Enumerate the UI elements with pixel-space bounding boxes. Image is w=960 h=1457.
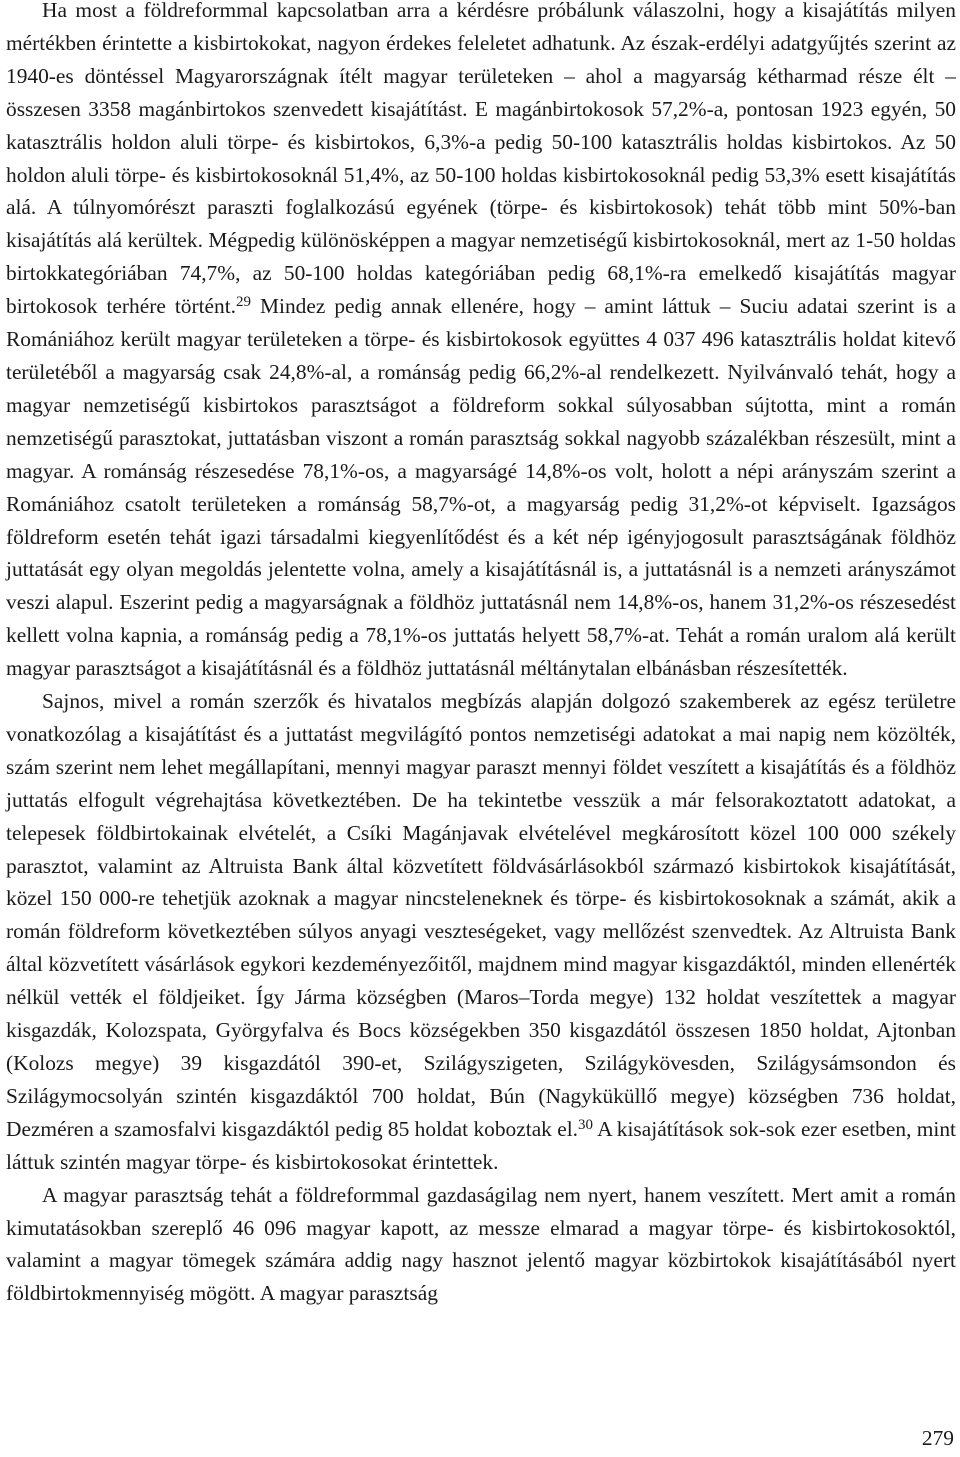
paragraph-1 [6,0,956,685]
footnote-ref-30[interactable]: 30 [578,1116,594,1133]
paragraph-3-text: A magyar parasztság tehát a földreformmal gazdaságilag nem nyert, hanem veszített. Mert amit a román kimutatásokban szereplő 46 096 magyar kapott, az messze elmarad a magyar törpe- és kisbirtokosoktól, valamint a magyar tömegek számára addig nagy hasznot jelentő magyar közbirtokok kisajátításából nyert földbirtokmennyiség mögött. A magyar parasztság [6,1182,956,1306]
page-number: 279 [921,1426,954,1450]
paragraph-3 [6,1179,956,1311]
paragraph-1-text-b: Mindez pedig annak ellenére, hogy – amint láttuk – Suciu adatai szerint is a Romániához került magyar területeken a törpe- és kisbirtokosok együttes 4 037 496 katasztrális holdat kitevő területéből a magyarság csak 24,8%-al, a románság pedig 66,2%-al rendelkezett. Nyilvánvaló tehát, hogy a magyar nemzetiségű kisbirtokos parasztságot a földreform sokkal súlyosabban sújtotta, mint a román nemzetiségű parasztokat, juttatásban viszont a román parasztság sokkal nagyobb százalékban részesült, mint a magyar. A románság részesedése 78,1%-os, a magyarságé 14,8%-os volt, holott a népi arányszám szerint a Romániához csatolt területeken a románság 58,7%-ot, a magyarság pedig 31,2%-ot képviselt. Igazságos földreform esetén tehát igazi társadalmi kiegyenlítődést és a két nép igényjogosult parasztságának földhöz juttatását egy olyan megoldás jelentette volna, amely a kisajátításnál is, a juttatásnál is a nemzeti arányszámot veszi alapul. Eszerint pedig a magyarságnak a földhöz juttatásnál nem 14,8%-os, hanem 31,2%-os részesedést kellett volna kapnia, a románság pedig a 78,1%-os juttatás helyett 58,7%-at. Tehát a román uralom alá került magyar parasztságot a kisajátításnál és a földhöz juttatásnál méltánytalan elbánásban részesítették. [6,294,956,681]
paragraph-2-text-a: Sajnos, mivel a román szerzők és hivatalos megbízás alapján dolgozó szakemberek az egész területre vonatkozólag a kisajátítást és a juttatást megvilágító pontos nemzetiségi adatokat a mai napig nem közölték, szám szerint nem lehet megállapítani, mennyi magyar paraszt mennyi földet veszített a kisajátítás és a földhöz juttatás elfogult végrehajtása következtében. De ha tekintetbe vesszük a már felsorakoztatott adatokat, a telepesek földbirtokainak elvételét, a Csíki Magánjavak elvételével megkárosított közel 100 000 székely parasztot, valamint az Altruista Bank által közvetített földvásárlásokból származó kisbirtokok kisajátítását, közel 150 000-re tehetjük azoknak a magyar nincsteleneknek és törpe- és kisbirtokosoknak a számát, akik a román földreform következtében súlyos anyagi veszteségeket, vagy mellőzést szenvedtek. Az Altruista Bank által közvetített vásárlások egykori kezdeményezőitől, majdnem mind magyar kisgazdáktól, minden ellenérték nélkül vették el földjeiket. Így Járma községben (Maros–Torda megye) 132 holdat veszítettek a magyar kisgazdák, Kolozspata, Györgyfalva és Bocs községekben 350 kisgazdától összesen 1850 holdat, Ajtonban (Kolozs megye) 39 kisgazdától 390-et, Szilágyszigeten, Szilágykövesden, Szilágysámsondon és Szilágymocsolyán szintén kisgazdáktól 700 holdat, Bún (Nagyküküllő megye) községben 736 holdat, Dezméren a szamosfalvi kisgazdáktól pedig 85 holdat koboztak el. [6,689,956,1141]
paragraph-2-text-b: A kisajátítások sok-sok ezer esetben, mint láttuk szintén magyar törpe- és kisbirtokosokat érintettek. [6,1116,956,1174]
paragraph-2 [6,685,956,1179]
paragraph-1-text-a: Ha most a földreformmal kapcsolatban arra a kérdésre próbálunk válaszolni, hogy a kisajátítás milyen mértékben érintette a kisbirtokokat, nagyon érdekes feleletet adhatunk. Az észak-erdélyi adatgyűjtés szerint az 1940-es döntéssel Magyarországnak ítélt magyar területeken – ahol a magyarság kétharmad része élt – összesen 3358 magánbirtokos szenvedett kisajátítást. E magánbirtokosok 57,2%-a, pontosan 1923 egyén, 50 katasztrális holdon aluli törpe- és kisbirtokos, 6,3%-a pedig 50-100 katasztrális holdas kisbirtokos. Az 50 holdon aluli törpe- és kisbirtokosoknál 51,4%, az 50-100 holdas kisbirtokosoknál pedig 53,3% esett kisajátítás alá. A túlnyomórészt paraszti foglalkozású egyének (törpe- és kisbirtokosok) tehát több mint 50%-ban kisajátítás alá kerültek. Mégpedig különösképpen a magyar nemzetiségű kisbirtokosoknál, mert az 1-50 holdas birtokkategóriában 74,7%, az 50-100 holdas kategóriában pedig 68,1%-ra emelkedő kisajátítás magyar birtokosok terhére történt. [6,0,956,319]
document-page [6,0,956,1310]
footnote-ref-29[interactable]: 29 [236,294,252,311]
